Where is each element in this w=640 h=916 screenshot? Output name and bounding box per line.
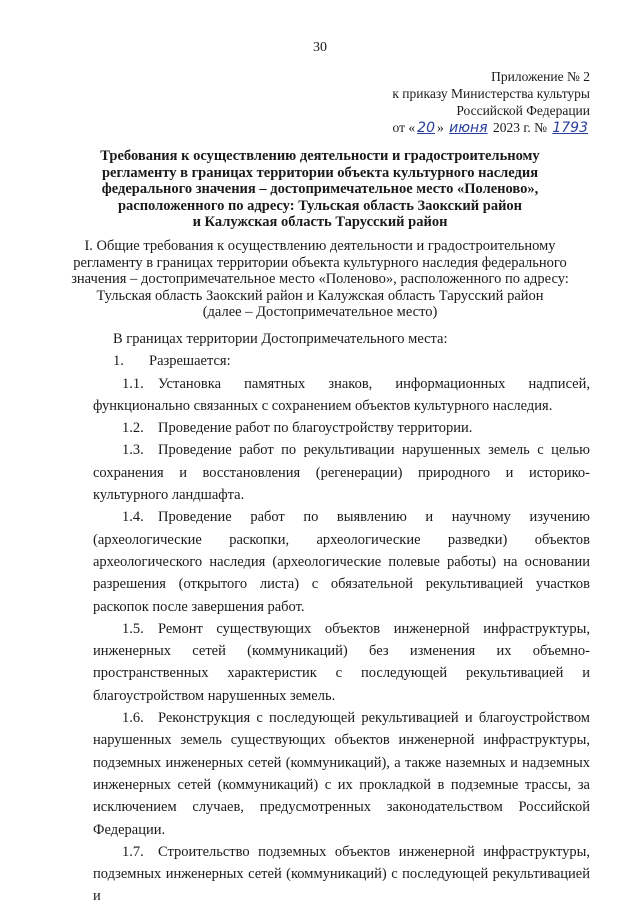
title-line: Требования к осуществлению деятельности и градостроительному (100, 148, 540, 164)
item-number: 1.4. (122, 509, 144, 526)
intro-paragraph: В границах территории Достопримечательного места: (113, 331, 448, 347)
item-text: Проведение работ по благоустройству территории. (158, 420, 473, 437)
date-mid: » (436, 120, 444, 135)
section-line: значения – достопримечательное место «Поленово», расположенного по адресу: (71, 271, 569, 287)
item-1-paragraph (93, 350, 590, 372)
section-line: I. Общие требования к осуществлению деятельности и градостроительному (84, 238, 556, 254)
item-number: 1.6. (122, 710, 144, 727)
item-text: Установка памятных знаков, информационных надписей, функционально связанных с сохранением объектов культурного наследия. (93, 375, 590, 414)
appendix-header (392, 68, 590, 137)
item-paragraph (93, 439, 590, 506)
appendix-line-2: к приказу Министерства культуры (392, 86, 590, 101)
item-text: Разрешается: (149, 353, 231, 370)
title-line: федерального значения – достопримечательное место «Поленово», (101, 181, 539, 197)
title-line: и Калужская область Тарусский район (192, 214, 448, 230)
appendix-line-3: Российской Федерации (456, 103, 590, 118)
item-paragraph (93, 417, 590, 439)
item-number: 1. (113, 353, 124, 370)
document-body (93, 328, 590, 908)
item-paragraph (93, 707, 590, 841)
date-prefix: от « (392, 120, 416, 135)
title-line: расположенного по адресу: Тульская область Заокский район (117, 197, 523, 214)
item-number: 1.3. (122, 442, 144, 459)
item-number: 1.2. (122, 420, 144, 437)
section-line: Тульская область Заокский район и Калужская область Тарусский район (96, 287, 544, 304)
section-line: регламенту в границах территории объекта культурного наследия федерального (73, 254, 567, 271)
item-text: Ремонт существующих объектов инженерной инфраструктуры, инженерных сетей (коммуникаций) без изменения их объемно-пространственных характеристик с последующей рекультивацией и благоустройством нарушенных земель. (93, 620, 590, 704)
handwritten-month: июня (449, 120, 488, 136)
item-text: Реконструкция с последующей рекультивацией и благоустройством нарушенных земель существующих объектов инженерной инфраструктуры, подземных инженерных сетей (коммуникаций), а также наземных и надземных инженерных сетей (коммуникаций) с их прокладкой в подземные трассы, за исключением случаев, предусмотренных законодательством Российской Федерации. (93, 710, 590, 838)
item-number: 1.7. (122, 843, 144, 860)
appendix-line-1: Приложение № 2 (491, 69, 590, 84)
year-text: 2023 г. № (492, 120, 547, 135)
section-heading (55, 238, 585, 321)
page-number: 30 (313, 40, 327, 55)
section-line: (далее – Достопримечательное место) (202, 304, 438, 320)
title-line: регламенту в границах территории объекта культурного наследия (101, 164, 539, 181)
item-number: 1.1. (122, 375, 144, 392)
item-paragraph (93, 618, 590, 707)
item-paragraph (93, 841, 590, 908)
item-paragraph (93, 373, 590, 418)
item-number: 1.5. (122, 620, 144, 637)
handwritten-order-number: 1793 (552, 120, 588, 136)
handwritten-day: 20 (417, 120, 435, 136)
item-text: Строительство подземных объектов инженерной инфраструктуры, подземных инженерных сетей (коммуникаций) с последующей рекультивацией и (93, 843, 590, 905)
item-text: Проведение работ по рекультивации нарушенных земель с целью сохранения и восстановления (регенерации) природного и историко-культурного ландшафта. (93, 442, 590, 504)
item-text: Проведение работ по выявлению и научному изучению (археологические раскопки, археологические разведки) объектов археологического наследия (археологические полевые работы) на основании разрешения (открытого листа) с обязательной рекультивацией участков раскопок после завершения работ. (93, 509, 590, 615)
appendix-date-line (392, 119, 590, 137)
item-paragraph (93, 506, 590, 617)
document-title (60, 148, 580, 231)
